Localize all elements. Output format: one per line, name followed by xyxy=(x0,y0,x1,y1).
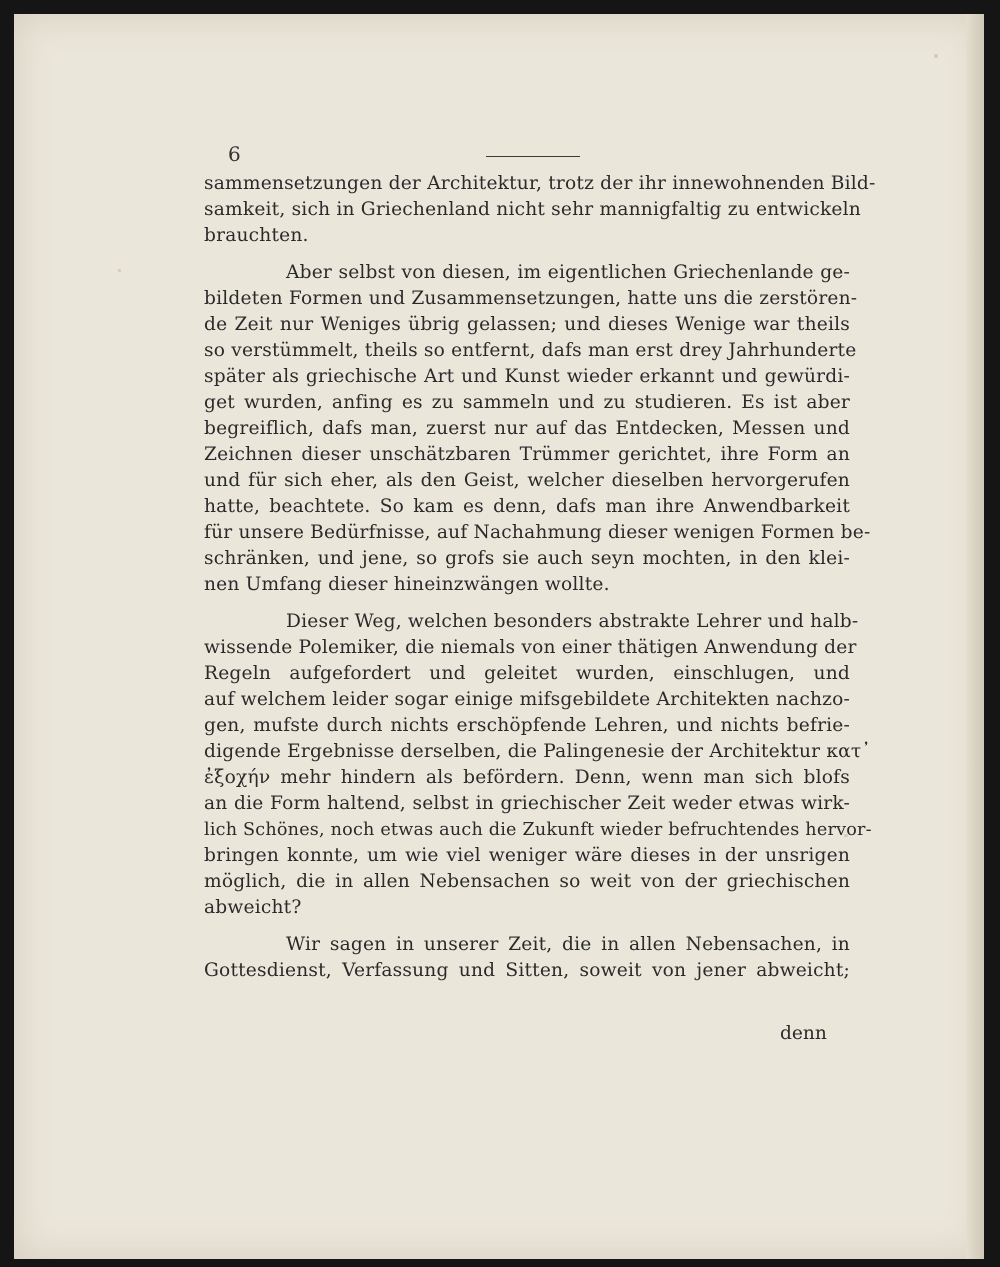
text-line: Dieser Weg, welchen besonders abstrakte Lehrer und halb- xyxy=(286,611,859,632)
paragraph-gap xyxy=(204,598,850,609)
text-line: so verstümmelt, theils so entfernt, dafs man erst drey Jahrhunderte xyxy=(204,340,857,361)
text-line: brauchten. xyxy=(204,225,309,246)
text-line: digende Ergebnisse derselben, die Palingenesie der Architektur κατ᾽ xyxy=(204,741,871,762)
text-line: samkeit, sich in Griechenland nicht sehr mannigfaltig zu entwickeln xyxy=(204,199,861,220)
text-line: bildeten Formen und Zusammensetzungen, hatte uns die zerstören- xyxy=(204,288,858,309)
text-line: schränken, und jene, so grofs sie auch seyn mochten, in den klei- xyxy=(204,548,850,569)
text-line: hatte, beachtete. So kam es denn, dafs man ihre Anwendbarkeit xyxy=(204,496,850,517)
text-line: nen Umfang dieser hineinzwängen wollte. xyxy=(204,574,610,595)
page-edge xyxy=(966,14,984,1259)
text-line: begreiflich, dafs man, zuerst nur auf das Entdecken, Messen und xyxy=(204,418,850,439)
text-line: möglich, die in allen Nebensachen so weit von der griechischen xyxy=(204,871,850,892)
paragraph-gap xyxy=(204,249,850,260)
text-line: an die Form haltend, selbst in griechischer Zeit weder etwas wirk- xyxy=(204,793,850,814)
page-header xyxy=(228,142,628,166)
body-text xyxy=(204,171,876,984)
text-line: gen, mufste durch nichts erschöpfende Lehren, und nichts befrie- xyxy=(204,715,850,736)
paper-stain xyxy=(934,54,938,58)
text-line: Gottesdienst, Verfassung und Sitten, soweit von jener abweicht; xyxy=(204,960,850,981)
text-line: Aber selbst von diesen, im eigentlichen Griechenlande ge- xyxy=(286,262,850,283)
header-rule xyxy=(486,156,580,157)
paragraph-gap xyxy=(204,921,850,932)
book-page xyxy=(14,14,984,1259)
text-line: Zeichnen dieser unschätzbaren Trümmer gerichtet, ihre Form an xyxy=(204,444,850,465)
text-line: und für sich eher, als den Geist, welcher dieselben hervorgerufen xyxy=(204,470,850,491)
text-line: bringen konnte, um wie viel weniger wäre dieses in der unsrigen xyxy=(204,845,850,866)
text-line: abweicht? xyxy=(204,897,302,918)
paper-stain xyxy=(118,269,121,272)
text-line: de Zeit nur Weniges übrig gelassen; und dieses Wenige war theils xyxy=(204,314,850,335)
text-line: Regeln aufgefordert und geleitet wurden, einschlugen, und xyxy=(204,663,850,684)
text-line: ἐξοχήν mehr hindern als befördern. Denn, wenn man sich blofs xyxy=(204,767,850,788)
text-line: Wir sagen in unserer Zeit, die in allen Nebensachen, in xyxy=(286,934,850,955)
text-line: wissende Polemiker, die niemals von einer thätigen Anwendung der xyxy=(204,637,857,658)
catchword: denn xyxy=(780,1023,827,1044)
text-line: sammensetzungen der Architektur, trotz der ihr innewohnenden Bild- xyxy=(204,173,876,194)
page-number: 6 xyxy=(228,142,241,166)
text-line: für unsere Bedürfnisse, auf Nachahmung dieser wenigen Formen be- xyxy=(204,522,871,543)
text-line: lich Schönes, noch etwas auch die Zukunft wieder befruchtendes hervor- xyxy=(204,820,872,840)
text-line: get wurden, anfing es zu sammeln und zu studieren. Es ist aber xyxy=(204,392,850,413)
text-line: auf welchem leider sogar einige mifsgebildete Architekten nachzo- xyxy=(204,689,850,710)
text-line: später als griechische Art und Kunst wieder erkannt und gewürdi- xyxy=(204,366,850,387)
